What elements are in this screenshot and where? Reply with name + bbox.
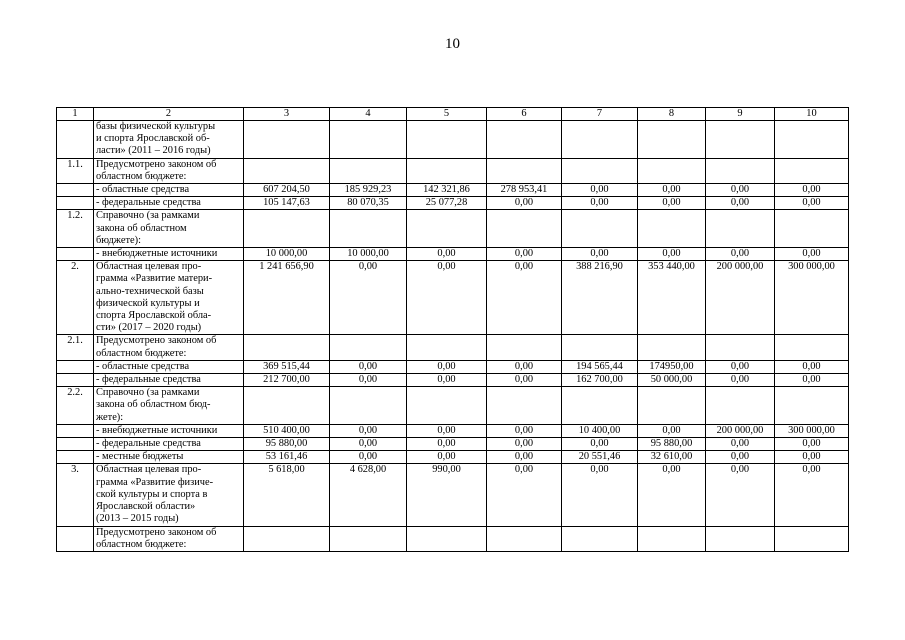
row-number	[57, 374, 94, 387]
value-cell-col-5	[407, 526, 487, 551]
value-cell-col-7	[562, 158, 638, 183]
value-cell-col-4: 0,00	[330, 424, 407, 437]
value-cell-col-6: 0,00	[487, 360, 562, 373]
column-header-9: 9	[706, 108, 775, 121]
value-cell-col-7	[562, 335, 638, 360]
value-cell-col-9: 0,00	[706, 464, 775, 526]
value-cell-col-4	[330, 387, 407, 425]
table-row	[57, 121, 849, 159]
value-cell-col-8: 0,00	[638, 197, 706, 210]
row-description: - местные бюджеты	[94, 451, 244, 464]
value-cell-col-5: 990,00	[407, 464, 487, 526]
value-cell-col-8: 353 440,00	[638, 261, 706, 335]
value-cell-col-7	[562, 526, 638, 551]
value-cell-col-6: 278 953,41	[487, 184, 562, 197]
value-cell-col-10	[775, 210, 849, 248]
value-cell-col-6: 0,00	[487, 374, 562, 387]
value-cell-col-9	[706, 210, 775, 248]
value-cell-col-3: 1 241 656,90	[244, 261, 330, 335]
table-row	[57, 184, 849, 197]
value-cell-col-3: 607 204,50	[244, 184, 330, 197]
value-cell-col-3: 369 515,44	[244, 360, 330, 373]
value-cell-col-3: 510 400,00	[244, 424, 330, 437]
value-cell-col-6: 0,00	[487, 197, 562, 210]
value-cell-col-10: 0,00	[775, 464, 849, 526]
budget-table	[56, 107, 849, 552]
value-cell-col-3	[244, 158, 330, 183]
value-cell-col-8	[638, 387, 706, 425]
row-description: Предусмотрено законом об областном бюджете:	[94, 335, 244, 360]
row-number: 2.1.	[57, 335, 94, 360]
value-cell-col-4: 10 000,00	[330, 248, 407, 261]
value-cell-col-9: 0,00	[706, 360, 775, 373]
value-cell-col-7: 162 700,00	[562, 374, 638, 387]
value-cell-col-9: 0,00	[706, 438, 775, 451]
value-cell-col-5: 0,00	[407, 248, 487, 261]
value-cell-col-9: 0,00	[706, 451, 775, 464]
row-number: 1.2.	[57, 210, 94, 248]
table-row	[57, 451, 849, 464]
row-description: Предусмотрено законом об областном бюджете:	[94, 158, 244, 183]
value-cell-col-7: 0,00	[562, 464, 638, 526]
value-cell-col-8: 0,00	[638, 184, 706, 197]
value-cell-col-10: 0,00	[775, 374, 849, 387]
table-row	[57, 438, 849, 451]
table-row	[57, 360, 849, 373]
value-cell-col-6: 0,00	[487, 261, 562, 335]
value-cell-col-3	[244, 526, 330, 551]
row-description: Справочно (за рамками закона об областном бюд- жете):	[94, 387, 244, 425]
value-cell-col-10: 0,00	[775, 197, 849, 210]
value-cell-col-8: 32 610,00	[638, 451, 706, 464]
value-cell-col-6	[487, 387, 562, 425]
value-cell-col-3: 53 161,46	[244, 451, 330, 464]
value-cell-col-9	[706, 121, 775, 159]
value-cell-col-10: 0,00	[775, 184, 849, 197]
value-cell-col-10: 0,00	[775, 248, 849, 261]
value-cell-col-8: 50 000,00	[638, 374, 706, 387]
row-description: Областная целевая про- грамма «Развитие физиче- ской культуры и спорта в Ярославской области» (2013 – 2015 годы)	[94, 464, 244, 526]
row-number	[57, 526, 94, 551]
value-cell-col-10: 0,00	[775, 451, 849, 464]
table-row	[57, 526, 849, 551]
table-body	[57, 121, 849, 552]
value-cell-col-7	[562, 210, 638, 248]
value-cell-col-5: 0,00	[407, 424, 487, 437]
column-header-3: 3	[244, 108, 330, 121]
value-cell-col-5	[407, 335, 487, 360]
table-row	[57, 424, 849, 437]
value-cell-col-7: 388 216,90	[562, 261, 638, 335]
value-cell-col-6: 0,00	[487, 424, 562, 437]
value-cell-col-5: 0,00	[407, 261, 487, 335]
value-cell-col-4: 0,00	[330, 360, 407, 373]
value-cell-col-3	[244, 210, 330, 248]
row-number	[57, 248, 94, 261]
value-cell-col-7: 10 400,00	[562, 424, 638, 437]
row-number	[57, 121, 94, 159]
value-cell-col-3	[244, 121, 330, 159]
row-number	[57, 184, 94, 197]
row-description: Предусмотрено законом об областном бюджете:	[94, 526, 244, 551]
value-cell-col-8: 174950,00	[638, 360, 706, 373]
column-header-4: 4	[330, 108, 407, 121]
table-row	[57, 210, 849, 248]
value-cell-col-6: 0,00	[487, 248, 562, 261]
value-cell-col-4: 4 628,00	[330, 464, 407, 526]
table-row	[57, 197, 849, 210]
value-cell-col-10	[775, 526, 849, 551]
value-cell-col-3	[244, 387, 330, 425]
column-header-5: 5	[407, 108, 487, 121]
value-cell-col-10: 0,00	[775, 438, 849, 451]
value-cell-col-10	[775, 121, 849, 159]
value-cell-col-10: 0,00	[775, 360, 849, 373]
row-description: - областные средства	[94, 360, 244, 373]
value-cell-col-8: 0,00	[638, 248, 706, 261]
value-cell-col-5	[407, 387, 487, 425]
row-description: базы физической культуры и спорта Ярославской об- ласти» (2011 – 2016 годы)	[94, 121, 244, 159]
value-cell-col-4	[330, 121, 407, 159]
value-cell-col-9: 200 000,00	[706, 424, 775, 437]
value-cell-col-9	[706, 158, 775, 183]
value-cell-col-6: 0,00	[487, 464, 562, 526]
value-cell-col-4	[330, 526, 407, 551]
value-cell-col-10	[775, 387, 849, 425]
value-cell-col-10: 300 000,00	[775, 424, 849, 437]
row-description: Справочно (за рамками закона об областном бюджете):	[94, 210, 244, 248]
value-cell-col-6	[487, 526, 562, 551]
column-header-1: 1	[57, 108, 94, 121]
value-cell-col-8: 0,00	[638, 424, 706, 437]
value-cell-col-5: 0,00	[407, 451, 487, 464]
value-cell-col-9: 0,00	[706, 374, 775, 387]
value-cell-col-9	[706, 335, 775, 360]
row-number	[57, 197, 94, 210]
row-number: 3.	[57, 464, 94, 526]
value-cell-col-7: 0,00	[562, 438, 638, 451]
column-header-10: 10	[775, 108, 849, 121]
value-cell-col-9: 0,00	[706, 248, 775, 261]
value-cell-col-4	[330, 158, 407, 183]
value-cell-col-9	[706, 387, 775, 425]
row-number: 2.2.	[57, 387, 94, 425]
row-description: - федеральные средства	[94, 197, 244, 210]
value-cell-col-5: 142 321,86	[407, 184, 487, 197]
value-cell-col-5: 25 077,28	[407, 197, 487, 210]
value-cell-col-6: 0,00	[487, 451, 562, 464]
value-cell-col-4	[330, 335, 407, 360]
row-number	[57, 438, 94, 451]
value-cell-col-4: 0,00	[330, 261, 407, 335]
value-cell-col-3: 212 700,00	[244, 374, 330, 387]
column-header-2: 2	[94, 108, 244, 121]
value-cell-col-5: 0,00	[407, 374, 487, 387]
value-cell-col-10: 300 000,00	[775, 261, 849, 335]
table-row	[57, 261, 849, 335]
value-cell-col-8: 95 880,00	[638, 438, 706, 451]
value-cell-col-7	[562, 121, 638, 159]
value-cell-col-3: 105 147,63	[244, 197, 330, 210]
row-number	[57, 424, 94, 437]
value-cell-col-4: 185 929,23	[330, 184, 407, 197]
value-cell-col-8	[638, 121, 706, 159]
value-cell-col-10	[775, 158, 849, 183]
table-header	[57, 108, 849, 121]
row-description: - внебюджетные источники	[94, 248, 244, 261]
value-cell-col-6	[487, 210, 562, 248]
row-description: - областные средства	[94, 184, 244, 197]
value-cell-col-9: 0,00	[706, 184, 775, 197]
table-row	[57, 158, 849, 183]
value-cell-col-6: 0,00	[487, 438, 562, 451]
value-cell-col-5: 0,00	[407, 360, 487, 373]
value-cell-col-6	[487, 335, 562, 360]
value-cell-col-7: 194 565,44	[562, 360, 638, 373]
table-row	[57, 335, 849, 360]
value-cell-col-9	[706, 526, 775, 551]
row-description: Областная целевая про- грамма «Развитие матери- ально-технической базы физической культуры и спорта Ярославской обла- сти» (2017 – 2020 годы)	[94, 261, 244, 335]
value-cell-col-3: 10 000,00	[244, 248, 330, 261]
row-number: 2.	[57, 261, 94, 335]
row-description: - федеральные средства	[94, 438, 244, 451]
value-cell-col-7	[562, 387, 638, 425]
value-cell-col-3: 95 880,00	[244, 438, 330, 451]
value-cell-col-8	[638, 158, 706, 183]
table-row	[57, 374, 849, 387]
value-cell-col-9: 200 000,00	[706, 261, 775, 335]
value-cell-col-5	[407, 121, 487, 159]
value-cell-col-7: 20 551,46	[562, 451, 638, 464]
value-cell-col-8	[638, 526, 706, 551]
value-cell-col-9: 0,00	[706, 197, 775, 210]
page-number: 10	[445, 36, 460, 52]
value-cell-col-8	[638, 210, 706, 248]
value-cell-col-4: 80 070,35	[330, 197, 407, 210]
header-row	[57, 108, 849, 121]
value-cell-col-4: 0,00	[330, 451, 407, 464]
row-number	[57, 451, 94, 464]
value-cell-col-7: 0,00	[562, 197, 638, 210]
row-number	[57, 360, 94, 373]
value-cell-col-8	[638, 335, 706, 360]
value-cell-col-5: 0,00	[407, 438, 487, 451]
table-row	[57, 248, 849, 261]
value-cell-col-8: 0,00	[638, 464, 706, 526]
value-cell-col-3: 5 618,00	[244, 464, 330, 526]
value-cell-col-6	[487, 158, 562, 183]
value-cell-col-6	[487, 121, 562, 159]
column-header-6: 6	[487, 108, 562, 121]
value-cell-col-7: 0,00	[562, 184, 638, 197]
value-cell-col-4: 0,00	[330, 374, 407, 387]
column-header-7: 7	[562, 108, 638, 121]
table-row	[57, 464, 849, 526]
value-cell-col-5	[407, 210, 487, 248]
value-cell-col-10	[775, 335, 849, 360]
value-cell-col-4: 0,00	[330, 438, 407, 451]
row-number: 1.1.	[57, 158, 94, 183]
value-cell-col-5	[407, 158, 487, 183]
column-header-8: 8	[638, 108, 706, 121]
row-description: - внебюджетные источники	[94, 424, 244, 437]
value-cell-col-3	[244, 335, 330, 360]
value-cell-col-4	[330, 210, 407, 248]
row-description: - федеральные средства	[94, 374, 244, 387]
table-row	[57, 387, 849, 425]
value-cell-col-7: 0,00	[562, 248, 638, 261]
